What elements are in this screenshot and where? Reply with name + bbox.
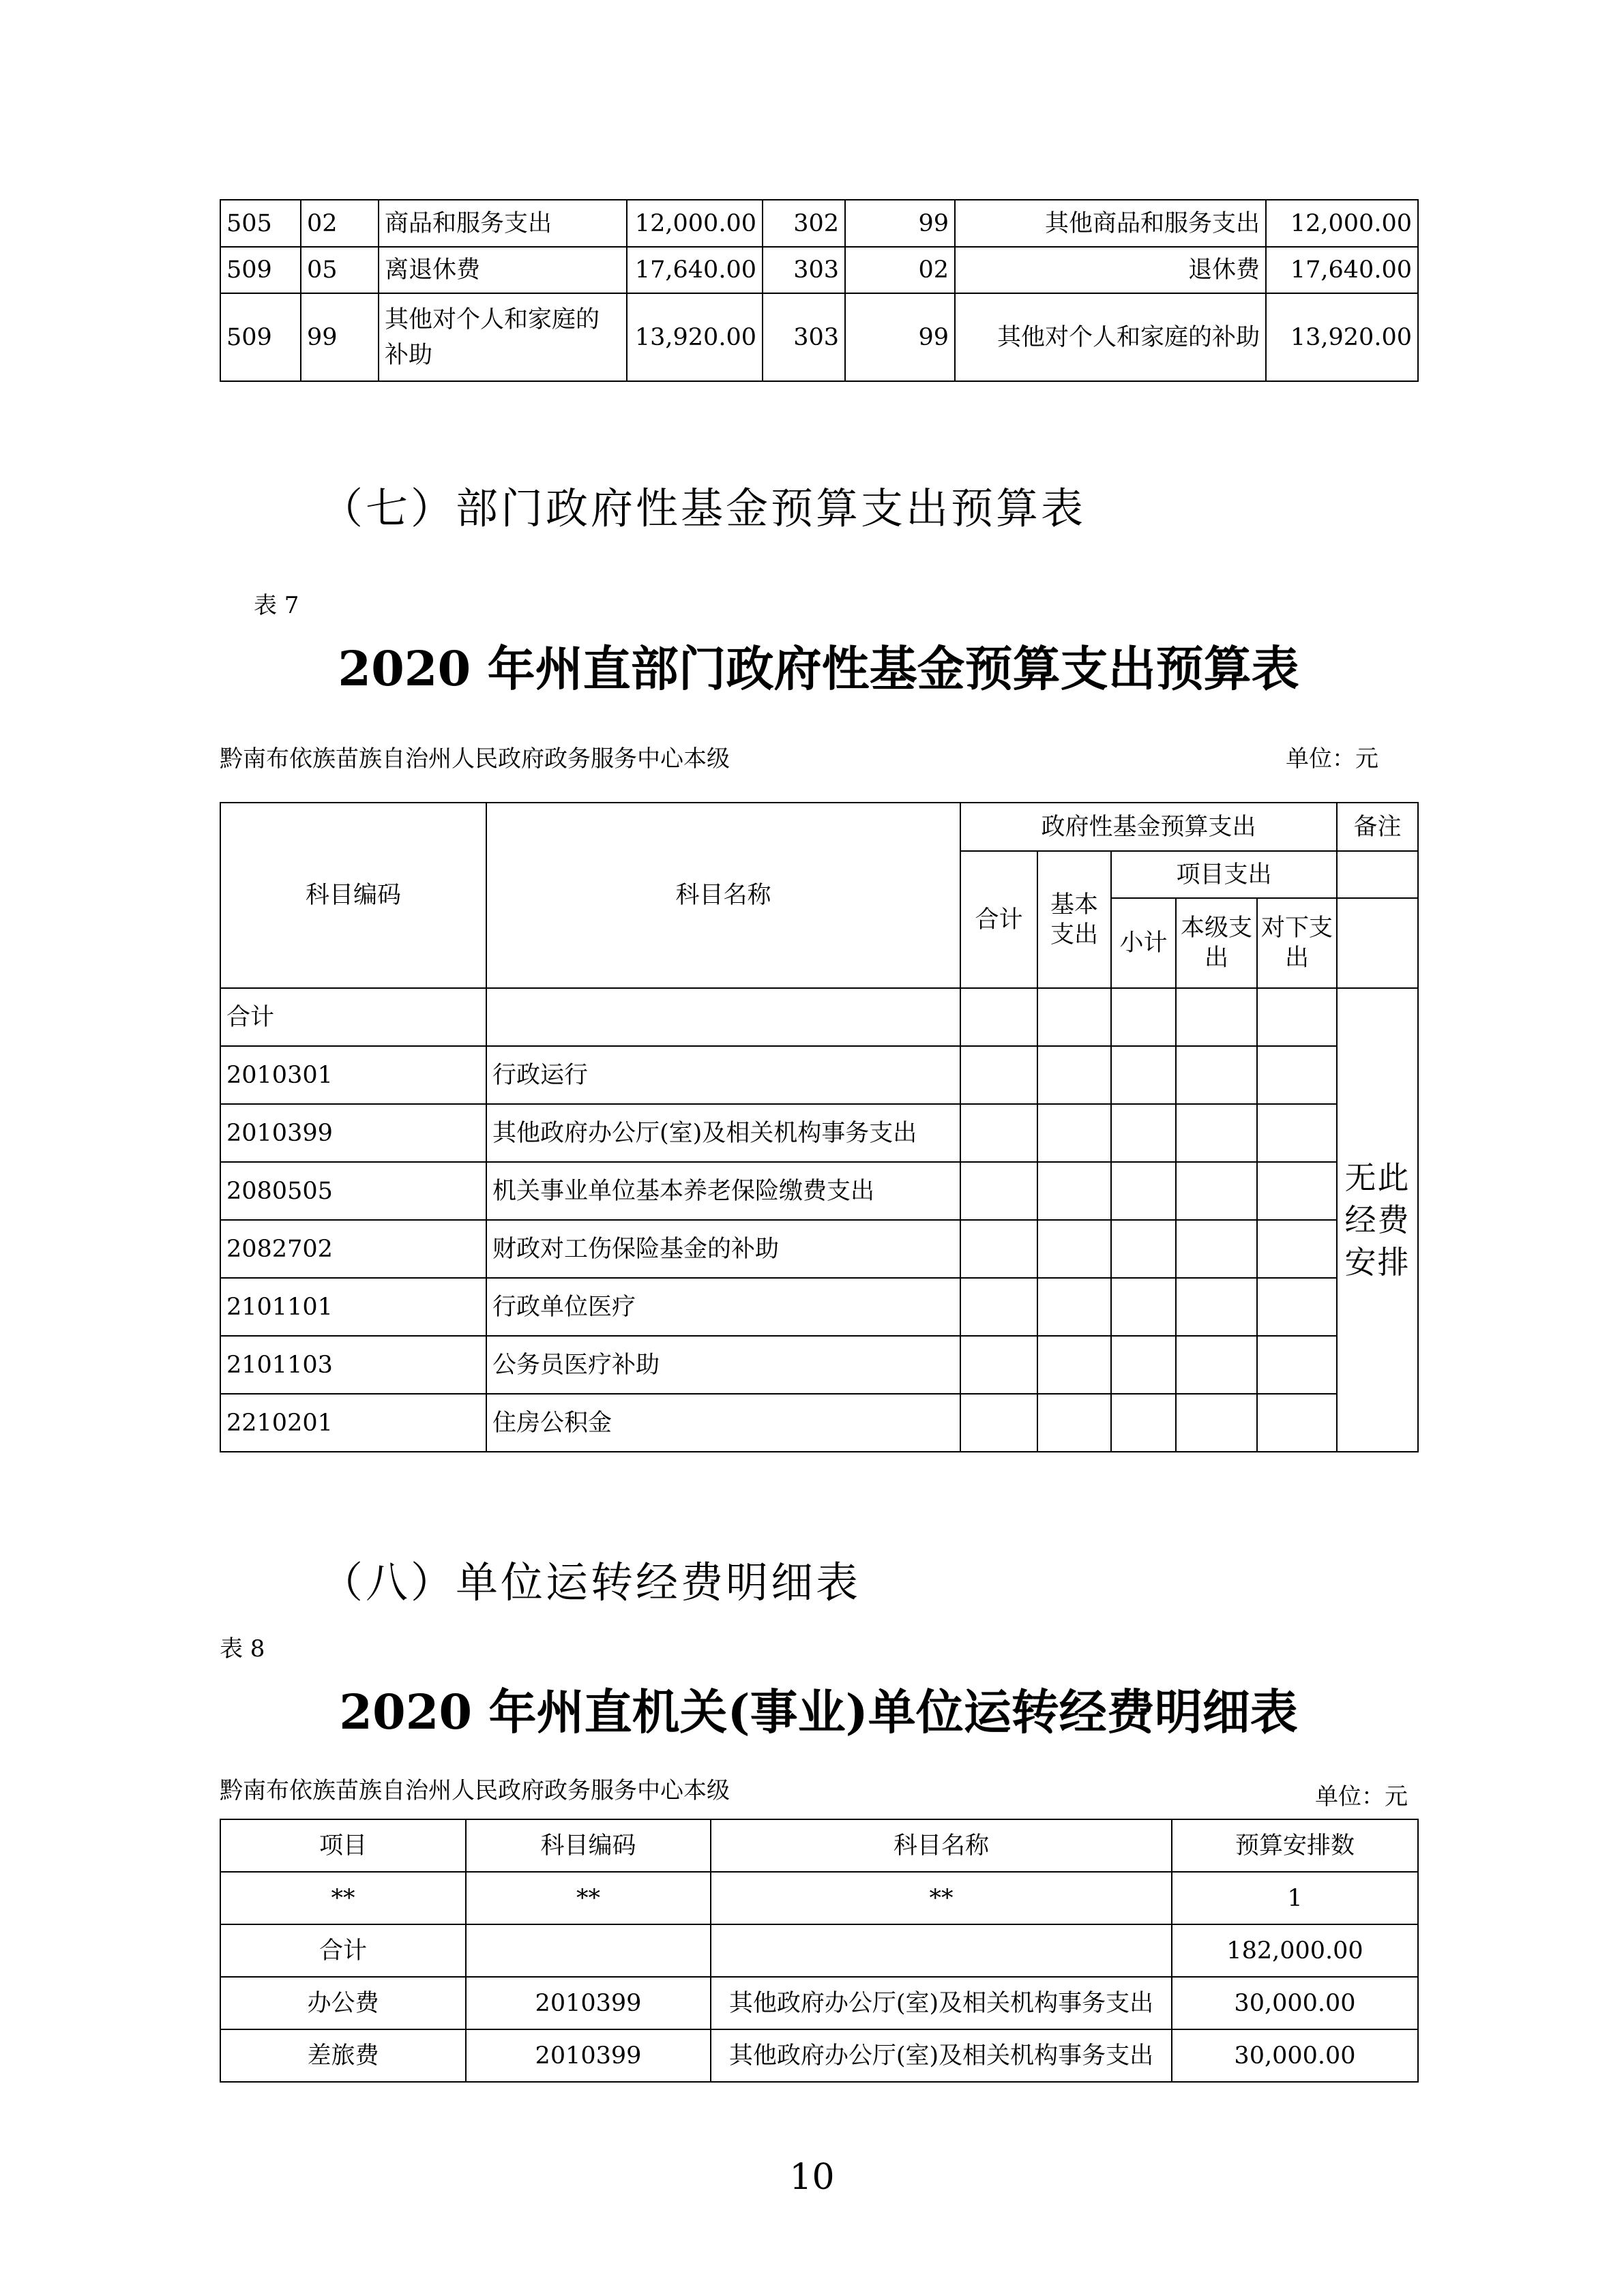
subject-name-cell: 住房公积金 <box>486 1394 960 1452</box>
table-cell: 30,000.00 <box>1172 1977 1418 2029</box>
subject-code-cell: 2101103 <box>220 1336 486 1394</box>
subject-name-cell <box>486 988 960 1046</box>
amount-cell <box>1257 1162 1337 1220</box>
table-cell: 02 <box>845 247 955 293</box>
amount-cell <box>1111 1162 1176 1220</box>
table-cell: 302 <box>763 200 845 247</box>
header-lower-level-expenditure: 对下支出 <box>1257 898 1337 988</box>
amount-cell <box>1257 988 1337 1046</box>
header-subject-code: 科目编码 <box>220 803 486 988</box>
table-cell: 其他政府办公厅(室)及相关机构事务支出 <box>711 1977 1172 2029</box>
table-cell: 其他对个人和家庭的补助 <box>955 293 1266 381</box>
table-cell: 02 <box>301 200 379 247</box>
amount-cell <box>1111 988 1176 1046</box>
header-own-level-expenditure: 本级支出 <box>1176 898 1257 988</box>
table-cell: 05 <box>301 247 379 293</box>
amount-cell <box>1037 1162 1111 1220</box>
section-heading: （八）单位运转经费明细表 <box>321 1557 861 1607</box>
amount-cell <box>1111 1278 1176 1336</box>
budget-continuation-table <box>220 199 1419 382</box>
table-cell: 509 <box>220 293 301 381</box>
table-cell: 13,920.00 <box>627 293 763 381</box>
table-cell <box>466 1924 711 1977</box>
table-cell: ** <box>466 1872 711 1924</box>
government-fund-expenditure-table <box>220 802 1419 1452</box>
table-number: 表 7 <box>254 592 299 619</box>
table-row <box>220 293 1418 381</box>
table-cell: 17,640.00 <box>627 247 763 293</box>
subject-code-cell: 2080505 <box>220 1162 486 1220</box>
amount-cell <box>960 1394 1037 1452</box>
header-basic-expenditure-label: 基本支出 <box>1050 891 1098 949</box>
header-remark: 备注 <box>1337 803 1418 851</box>
header-row <box>220 1819 1418 1872</box>
table-row <box>220 2029 1418 2082</box>
subject-name-cell: 行政运行 <box>486 1046 960 1104</box>
amount-cell <box>1111 1046 1176 1104</box>
table-cell: 其他对个人和家庭的补助 <box>379 293 627 381</box>
table-title: 2020 年州直机关(事业)单位运转经费明细表 <box>339 1684 1298 1740</box>
organization-name: 黔南布依族苗族自治州人民政府政务服务中心本级 <box>220 745 730 773</box>
amount-cell <box>1111 1220 1176 1278</box>
amount-cell <box>1037 1336 1111 1394</box>
subject-name-cell: 财政对工伤保险基金的补助 <box>486 1220 960 1278</box>
amount-cell <box>960 1104 1037 1162</box>
amount-cell <box>1257 1104 1337 1162</box>
table-cell: 17,640.00 <box>1266 247 1418 293</box>
header-item: 项目 <box>220 1819 466 1872</box>
amount-cell <box>1176 1104 1257 1162</box>
table-cell: 2010399 <box>466 2029 711 2082</box>
amount-cell <box>1037 1278 1111 1336</box>
table-cell: ** <box>711 1872 1172 1924</box>
header-fund-expenditure: 政府性基金预算支出 <box>960 803 1337 851</box>
amount-cell <box>1257 1046 1337 1104</box>
table-cell: 合计 <box>220 1924 466 1977</box>
table-row <box>220 1977 1418 2029</box>
table-cell: 其他政府办公厅(室)及相关机构事务支出 <box>711 2029 1172 2082</box>
amount-cell <box>960 1278 1037 1336</box>
amount-cell <box>1037 1220 1111 1278</box>
header-subject-name: 科目名称 <box>711 1819 1172 1872</box>
amount-cell <box>960 1220 1037 1278</box>
operating-expense-detail-table <box>220 1819 1419 2083</box>
subject-code-cell: 2101101 <box>220 1278 486 1336</box>
subject-name-cell: 其他政府办公厅(室)及相关机构事务支出 <box>486 1104 960 1162</box>
amount-cell <box>1257 1278 1337 1336</box>
amount-cell <box>1176 1162 1257 1220</box>
header-subject-code: 科目编码 <box>466 1819 711 1872</box>
header-row <box>220 803 1418 851</box>
table-cell: 99 <box>845 293 955 381</box>
table-row <box>220 1872 1418 1924</box>
header-budget-amount: 预算安排数 <box>1172 1819 1418 1872</box>
table-cell: 12,000.00 <box>627 200 763 247</box>
amount-cell <box>1037 1394 1111 1452</box>
table-row <box>220 1104 1418 1162</box>
table-cell: 退休费 <box>955 247 1266 293</box>
table-cell: 505 <box>220 200 301 247</box>
amount-cell <box>1176 1394 1257 1452</box>
subject-code-cell: 2010399 <box>220 1104 486 1162</box>
amount-cell <box>1176 988 1257 1046</box>
remark-text: 无此经费安排 <box>1344 1159 1411 1281</box>
table-cell: 2010399 <box>466 1977 711 2029</box>
subject-code-cell: 2082702 <box>220 1220 486 1278</box>
unit-label: 单位：元 <box>1315 1783 1408 1810</box>
amount-cell <box>960 1336 1037 1394</box>
table-cell: 13,920.00 <box>1266 293 1418 381</box>
amount-cell <box>1111 1394 1176 1452</box>
table-row <box>220 1278 1418 1336</box>
table-number: 表 8 <box>220 1635 265 1663</box>
subject-code-cell: 合计 <box>220 988 486 1046</box>
header-empty-cell <box>1337 851 1418 898</box>
amount-cell <box>1037 988 1111 1046</box>
amount-cell <box>1037 1046 1111 1104</box>
table-cell: 303 <box>763 293 845 381</box>
table-cell <box>711 1924 1172 1977</box>
table-cell: 其他商品和服务支出 <box>955 200 1266 247</box>
header-subject-name: 科目名称 <box>486 803 960 988</box>
table-row <box>220 1336 1418 1394</box>
header-empty-cell <box>1337 898 1418 988</box>
table-cell: 差旅费 <box>220 2029 466 2082</box>
amount-cell <box>1176 1336 1257 1394</box>
amount-cell <box>1111 1336 1176 1394</box>
table-row <box>220 200 1418 247</box>
table-cell: 182,000.00 <box>1172 1924 1418 1977</box>
table-cell: 离退休费 <box>379 247 627 293</box>
table-cell: 99 <box>301 293 379 381</box>
amount-cell <box>1257 1336 1337 1394</box>
table-row <box>220 1162 1418 1220</box>
header-project-expenditure: 项目支出 <box>1111 851 1337 898</box>
amount-cell <box>1257 1220 1337 1278</box>
subject-code-cell: 2010301 <box>220 1046 486 1104</box>
amount-cell <box>1176 1278 1257 1336</box>
table-cell: 30,000.00 <box>1172 2029 1418 2082</box>
amount-cell <box>960 1162 1037 1220</box>
table-row <box>220 1046 1418 1104</box>
table-row <box>220 1924 1418 1977</box>
table-row <box>220 1394 1418 1452</box>
unit-label: 单位：元 <box>1286 745 1378 773</box>
table-cell: ** <box>220 1872 466 1924</box>
organization-name: 黔南布依族苗族自治州人民政府政务服务中心本级 <box>220 1777 730 1804</box>
amount-cell <box>960 988 1037 1046</box>
amount-cell <box>1176 1220 1257 1278</box>
page-number: 10 <box>789 2157 835 2198</box>
amount-cell <box>1176 1046 1257 1104</box>
table-cell: 办公费 <box>220 1977 466 2029</box>
table-row <box>220 988 1418 1046</box>
header-subtotal: 小计 <box>1111 898 1176 988</box>
header-basic-expenditure <box>1037 851 1111 988</box>
subject-name-cell: 行政单位医疗 <box>486 1278 960 1336</box>
table-cell: 99 <box>845 200 955 247</box>
table-cell: 商品和服务支出 <box>379 200 627 247</box>
table-row <box>220 247 1418 293</box>
section-heading: （七）部门政府性基金预算支出预算表 <box>321 483 1087 533</box>
table-cell: 12,000.00 <box>1266 200 1418 247</box>
table-cell: 303 <box>763 247 845 293</box>
amount-cell <box>1111 1104 1176 1162</box>
amount-cell <box>1037 1104 1111 1162</box>
amount-cell <box>1257 1394 1337 1452</box>
header-total: 合计 <box>960 851 1037 988</box>
subject-name-cell: 机关事业单位基本养老保险缴费支出 <box>486 1162 960 1220</box>
table-cell: 1 <box>1172 1872 1418 1924</box>
table-row <box>220 1220 1418 1278</box>
table-title: 2020 年州直部门政府性基金预算支出预算表 <box>338 640 1299 697</box>
remark-cell <box>1337 988 1418 1452</box>
subject-name-cell: 公务员医疗补助 <box>486 1336 960 1394</box>
subject-code-cell: 2210201 <box>220 1394 486 1452</box>
amount-cell <box>960 1046 1037 1104</box>
table-cell: 509 <box>220 247 301 293</box>
